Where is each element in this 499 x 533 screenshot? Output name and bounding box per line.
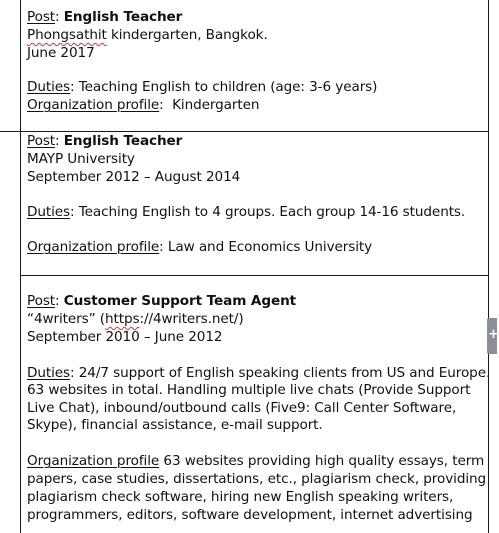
post-title: English Teacher	[63, 9, 183, 25]
entry-duties-line: Duties: Teaching English to 4 groups. Each group 14-16 students.	[27, 204, 466, 220]
profile-text: 63 websites providing high quality essays, term	[163, 453, 485, 469]
duties-text: 63 websites in total. Handling multiple live chats (Provide Support	[27, 382, 471, 398]
entry-dates: September 2010 – June 2012	[27, 329, 223, 345]
duties-text: Skype), financial assistance, e-mail support.	[27, 417, 323, 433]
entry-duties-line: Duties: 24/7 support of English speaking clients from US and Europe.	[27, 365, 491, 381]
entry-dates: September 2012 – August 2014	[27, 169, 241, 185]
profile-text: programmers, editors, software development, internet advertising	[27, 507, 473, 523]
entry-post-line: Post: Customer Support Team Agent	[27, 293, 297, 309]
post-title: Customer Support Team Agent	[63, 293, 297, 309]
duties-text: 24/7 support of English speaking clients from US and Europe.	[78, 365, 491, 381]
table-left-border	[20, 0, 21, 533]
entry-post-line: Post: English Teacher	[27, 133, 183, 149]
entry-duties-line: Duties: Teaching English to children (age: 3-6 years)	[27, 79, 378, 95]
organization-name-rest: kindergarten, Bangkok.	[106, 27, 268, 43]
profile-label: Organization profile	[27, 97, 160, 113]
entry-dates: June 2017	[27, 45, 95, 61]
duties-label: Duties	[27, 204, 71, 220]
post-label: Post	[27, 133, 56, 149]
post-label: Post	[27, 293, 56, 309]
table-add-row-handle[interactable]	[487, 318, 497, 354]
profile-text: Law and Economics University	[167, 239, 373, 255]
row-divider	[20, 275, 489, 276]
entry-profile-line: Organization profile: Kindergarten	[27, 97, 260, 113]
profile-text: plagiarism check software, hiring new English speaking writers,	[27, 489, 454, 505]
profile-text: Kindergarten	[172, 97, 260, 113]
organization-name: “4writers” (	[27, 311, 106, 327]
profile-text: papers, case studies, dissertations, etc., plagiarism check, providing	[27, 471, 487, 487]
plus-icon: +	[488, 327, 499, 342]
duties-label: Duties	[27, 79, 71, 95]
duties-text: Teaching English to children (age: 3-6 years)	[78, 79, 378, 95]
entry-post-line: Post: English Teacher	[27, 9, 183, 25]
entry-profile-line	[27, 452, 484, 470]
profile-label: Organization profile	[27, 239, 160, 255]
organization-name-spellcheck: Phongsathit	[27, 27, 107, 43]
duties-text: Live Chat), inbound/outbound calls (Five9: Call Center Software,	[27, 400, 457, 416]
organization-url-rest: ://4writers.net/)	[139, 311, 244, 327]
entry-organization-line: MAYP University	[27, 151, 135, 167]
row-divider-left-stub	[0, 131, 21, 132]
entry-organization-line	[27, 26, 268, 44]
entry-organization-line	[27, 310, 244, 328]
table-right-border	[488, 0, 489, 533]
duties-text: Teaching English to 4 groups. Each group 14-16 students.	[78, 204, 466, 220]
profile-label: Organization profile	[27, 453, 160, 469]
entry-profile-line: Organization profile: Law and Economics University	[27, 239, 373, 255]
duties-label: Duties	[27, 365, 71, 381]
organization-url-spellcheck: https	[105, 311, 140, 327]
post-label: Post	[27, 9, 56, 25]
post-title: English Teacher	[63, 133, 183, 149]
